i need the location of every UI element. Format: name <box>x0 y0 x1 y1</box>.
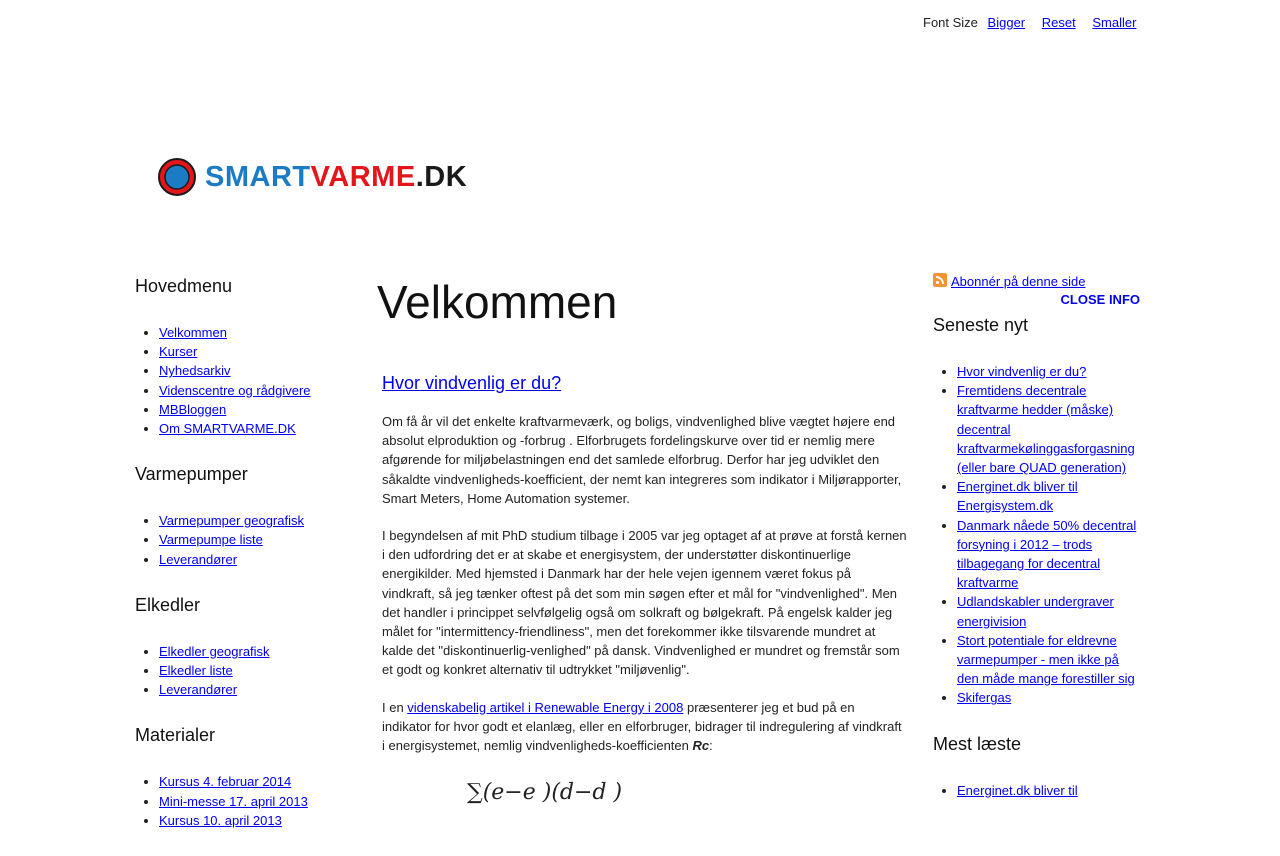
article-paragraph-2: I begyndelsen af mit PhD studium tilbage i 2005 var jeg optaget af at prøve at forstå kernen i den udfordring det er at skabe et energisystem, der understøtter diskontinuerlige energikilder. Med hjemsted i Danmark har der hele vejen igennem været fokus på vindkraft, så jeg tænker oftest på det som min søgen efter et mål for "vindvenlighed". Men det handler i princippet selvfølgelig også om solkraft og bølgekraft. På engelsk kalder jeg målet for "intermittency-friendliness", men det forekommer ikke tilsvarende mundret at kalde det "diskontinuerlig-venlighed" på dansk. Vindvenlighed er mundret og fremstår som et godt og konkret alternativ til udtrykket "miljøvenlig". <box>382 528 907 678</box>
list-item <box>957 592 1143 630</box>
news-link[interactable]: Udlandskabler undergraver energivision <box>957 594 1114 629</box>
menu-link-om[interactable]: Om SMARTVARME.DK <box>159 421 296 437</box>
list-item <box>159 642 355 661</box>
article-paragraph-3 <box>382 698 907 756</box>
renewable-energy-article-link[interactable]: videnskabelig artikel i Renewable Energy i 2008 <box>407 699 684 715</box>
list-item <box>159 792 355 811</box>
list-item <box>159 342 355 361</box>
news-link[interactable]: Danmark nåede 50% decentral forsyning i 2012 – trods tilbagegang for decentral kraftvarme <box>957 517 1137 591</box>
news-link[interactable]: Skifergas <box>957 690 1012 706</box>
news-title: Seneste nyt <box>933 315 1029 335</box>
logo-text <box>205 160 468 193</box>
list-item <box>957 516 1143 593</box>
font-reset-link[interactable]: Reset <box>1041 15 1076 30</box>
logo-dk: .DK <box>415 160 468 193</box>
p3-end: : <box>709 738 713 754</box>
menu-link-kursus-2013[interactable]: Kursus 10. april 2013 <box>159 812 282 828</box>
menu-link-leverandorer-vp[interactable]: Leverandører <box>159 551 238 567</box>
right-sidebar <box>933 274 1143 826</box>
article-paragraph-1: Om få år vil det enkelte kraftvarmeværk, og boligs, vindvenlighed blive vægtet højere end absolut elproduktion og -forbrug . Elforbrugets fordelingskurve over tid er nemlig mere afgørende for miljøbelastningen end det samlede elforbrug. Derfor har jeg udviklet den såkaldte vindvenligheds-koefficient, der nemt kan integreres som indikator i Miljørapporter, Smart Meters, Home Automation systemer. <box>382 414 902 506</box>
news-link[interactable]: Stort potentiale for eldrevne varmepumper - men ikke på den måde mange forestiller sig <box>957 632 1135 687</box>
p3-pre: I en <box>382 699 408 715</box>
list-item <box>159 661 355 680</box>
menu-link-varmepumper-geografisk[interactable]: Varmepumper geografisk <box>159 513 304 529</box>
menu-link-elkedler-geografisk[interactable]: Elkedler geografisk <box>159 643 270 659</box>
close-info-button[interactable]: CLOSE INFO <box>1060 292 1140 307</box>
article-title-link[interactable]: Hvor vindvenlig er du? <box>382 373 562 393</box>
list-item <box>957 631 1143 689</box>
list-item <box>159 772 355 791</box>
list-item <box>159 680 355 699</box>
list-item <box>159 381 355 400</box>
list-item <box>957 688 1143 707</box>
list-item <box>159 361 355 380</box>
site-logo[interactable] <box>157 157 467 197</box>
list-item <box>159 419 355 438</box>
font-size-label: Font Size <box>923 15 978 30</box>
list-item <box>159 550 355 569</box>
news-link[interactable]: Energinet.dk bliver til Energisystem.dk <box>957 479 1078 514</box>
list-item <box>159 511 355 530</box>
list-item <box>159 811 355 830</box>
list-item <box>159 323 355 342</box>
section-title-materialer: Materialer <box>135 725 216 746</box>
list-item <box>159 400 355 419</box>
logo-varme: VARME <box>310 160 416 193</box>
menu-link-leverandorer-ek[interactable]: Leverandører <box>159 682 238 698</box>
most-read-title: Mest læste <box>933 733 1022 754</box>
news-link[interactable]: Hvor vindvenlig er du? <box>957 364 1087 379</box>
menu-link-kursus-2014[interactable]: Kursus 4. februar 2014 <box>159 774 292 790</box>
main-content <box>377 276 907 805</box>
news-list <box>933 362 1143 708</box>
menu-link-kurser[interactable]: Kurser <box>159 344 198 360</box>
menu-materialer <box>135 772 355 830</box>
most-read-link[interactable]: Energinet.dk bliver til <box>957 782 1078 798</box>
formula-image: ∑(e−e )(d−d ) <box>467 780 623 806</box>
rss-subscribe-link[interactable]: Abonnér på denne side <box>951 274 1086 289</box>
font-bigger-link[interactable]: Bigger <box>987 15 1026 30</box>
menu-elkedler <box>135 642 355 700</box>
logo-circle-icon <box>157 157 197 197</box>
list-item <box>957 362 1143 381</box>
menu-link-mbbloggen[interactable]: MBBloggen <box>159 401 227 417</box>
font-size-bar <box>923 15 1149 30</box>
rss-icon <box>933 273 947 287</box>
section-title-hovedmenu: Hovedmenu <box>135 276 233 296</box>
menu-varmepumper <box>135 511 355 569</box>
left-sidebar <box>135 276 355 856</box>
logo-smart: SMART <box>205 160 311 193</box>
menu-link-nyhedsarkiv[interactable]: Nyhedsarkiv <box>159 363 231 379</box>
p3-post: præsenterer jeg et bud på en indikator for hvor godt et elanlæg, eller en elforbruger, bidrager til indregulering af vindkraft i energisystemet, nemlig vindvenligheds-koefficienten <box>382 699 902 754</box>
rc-symbol: Rc <box>692 738 710 754</box>
menu-link-mini-messe-2013[interactable]: Mini-messe 17. april 2013 <box>159 793 308 809</box>
menu-link-videnscentre[interactable]: Videnscentre og rådgivere <box>159 382 311 398</box>
list-item <box>957 381 1143 477</box>
list-item <box>957 477 1143 515</box>
rss-subscribe[interactable] <box>933 274 1143 289</box>
list-item <box>957 781 1143 800</box>
menu-link-elkedler-liste[interactable]: Elkedler liste <box>159 663 233 679</box>
most-read-list <box>933 781 1143 800</box>
news-link[interactable]: Fremtidens decentrale kraftvarme hedder (måske) decentral kraftvarmekølinggasforgasning (eller bare QUAD generation) <box>957 383 1135 476</box>
section-title-varmepumper: Varmepumper <box>135 464 248 485</box>
font-smaller-link[interactable]: Smaller <box>1092 15 1137 30</box>
section-title-elkedler: Elkedler <box>135 594 201 615</box>
list-item <box>159 530 355 549</box>
menu-hovedmenu <box>135 323 355 438</box>
menu-link-velkommen[interactable]: Velkommen <box>159 325 227 340</box>
menu-link-varmepumpe-liste[interactable]: Varmepumpe liste <box>159 532 263 548</box>
page-title: Velkommen <box>377 276 618 328</box>
